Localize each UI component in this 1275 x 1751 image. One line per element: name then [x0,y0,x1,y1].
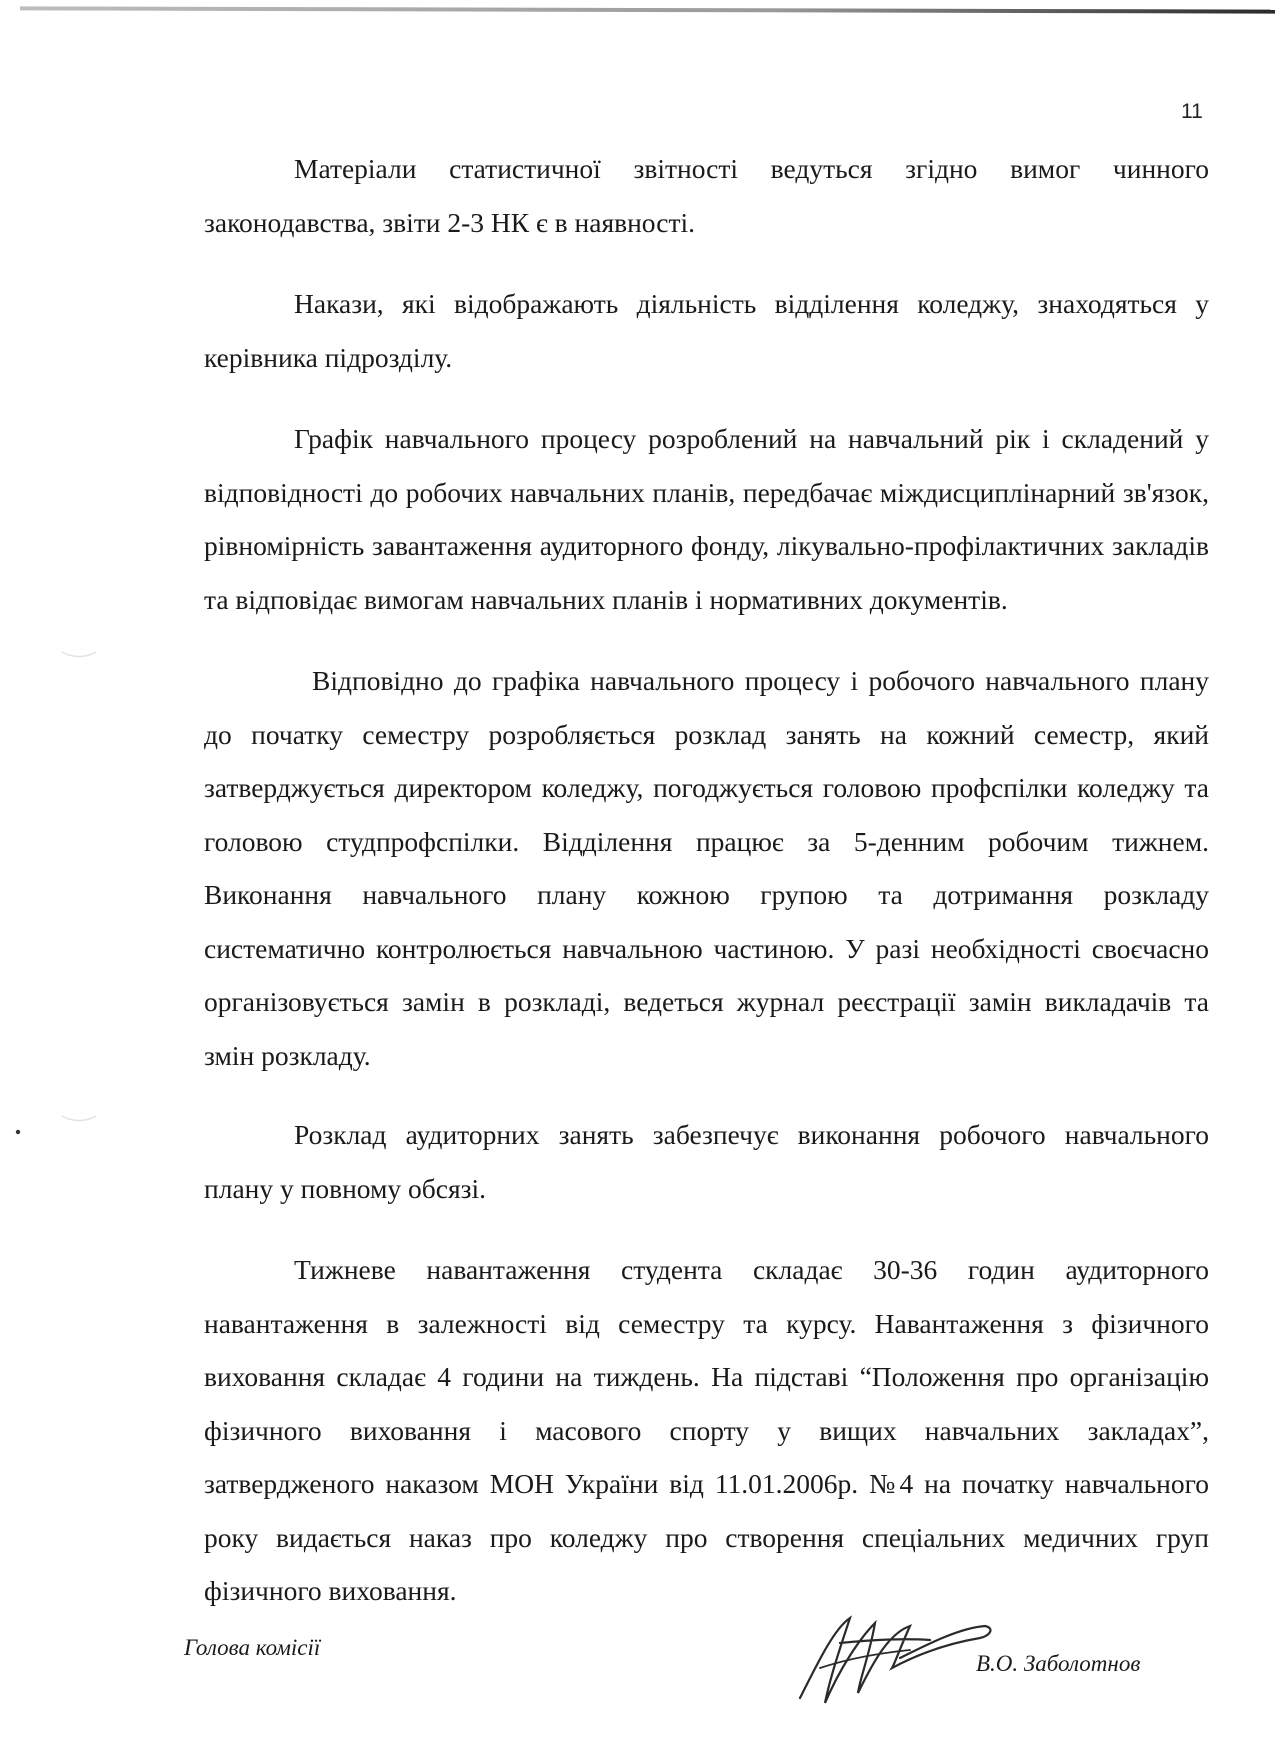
paragraph-timetable: Відповідно до графіка навчального процесу і робочого навчального плану до початку семестру розробляється розклад занять на кожний семестр, який затверджується директором коледжу, погоджується головою профспілки коледжу та головою студпрофспілки. Відділення працює за 5-денним робочим тижнем. Виконання навчального плану кожною групою та дотримання розкладу систематично контролюється навчальною частиною. У разі необхідності своєчасно організовується замін в розкладі, ведеться журнал реєстрації замін викладачів та змін розкладу. [204,665,1209,1071]
paragraph-workload: Тижневе навантаження студента складає 30-36 годин аудиторного навантаження в залежності від семестру та курсу. Навантаження з фізичного виховання складає 4 години на тиждень. На підставі “Положення про організацію фізичного виховання і масового спорту у вищих навчальних закладах”, затвердженого наказом МОН України від 11.01.2006р. №4 на початку навчального року видається наказ про коледжу про створення спеціальних медичних груп фізичного виховання. [204,1254,1209,1606]
paragraph-statistics: Матеріали статистичної звітності ведуться згідно вимог чинного законодавства, звіти 2-3 НК є в наявності. [204,153,1209,238]
scan-artifact-mark [60,642,100,662]
page-number: 11 [1181,100,1203,123]
signatory-name: В.О. Заболотнов [976,1651,1141,1676]
paragraph-schedule: Графік навчального процесу розроблений на навчальний рік і складений у відповідності до робочих навчальних планів, передбачає міждисциплінарний зв'язок, рівномірність завантаження аудиторного фонду, лікувально-профілактичних закладів та відповідає вимогам навчальних планів і нормативних документів. [204,423,1209,615]
scan-edge-line [20,6,1275,13]
scan-artifact-dot [14,1128,22,1136]
scan-edge [0,0,1275,22]
paragraph-auditorium: Розклад аудиторних занять забезпечує виконання робочого навчального плану у повному обсязі. [204,1119,1209,1204]
document-body [204,142,1209,1642]
scan-artifact-mark [60,1108,100,1128]
paragraph-orders: Накази, які відображають діяльність відділення коледжу, знаходяться у керівника підрозділу. [204,288,1209,373]
commission-head-label: Голова комісії [184,1635,321,1660]
signature [780,1598,1000,1708]
